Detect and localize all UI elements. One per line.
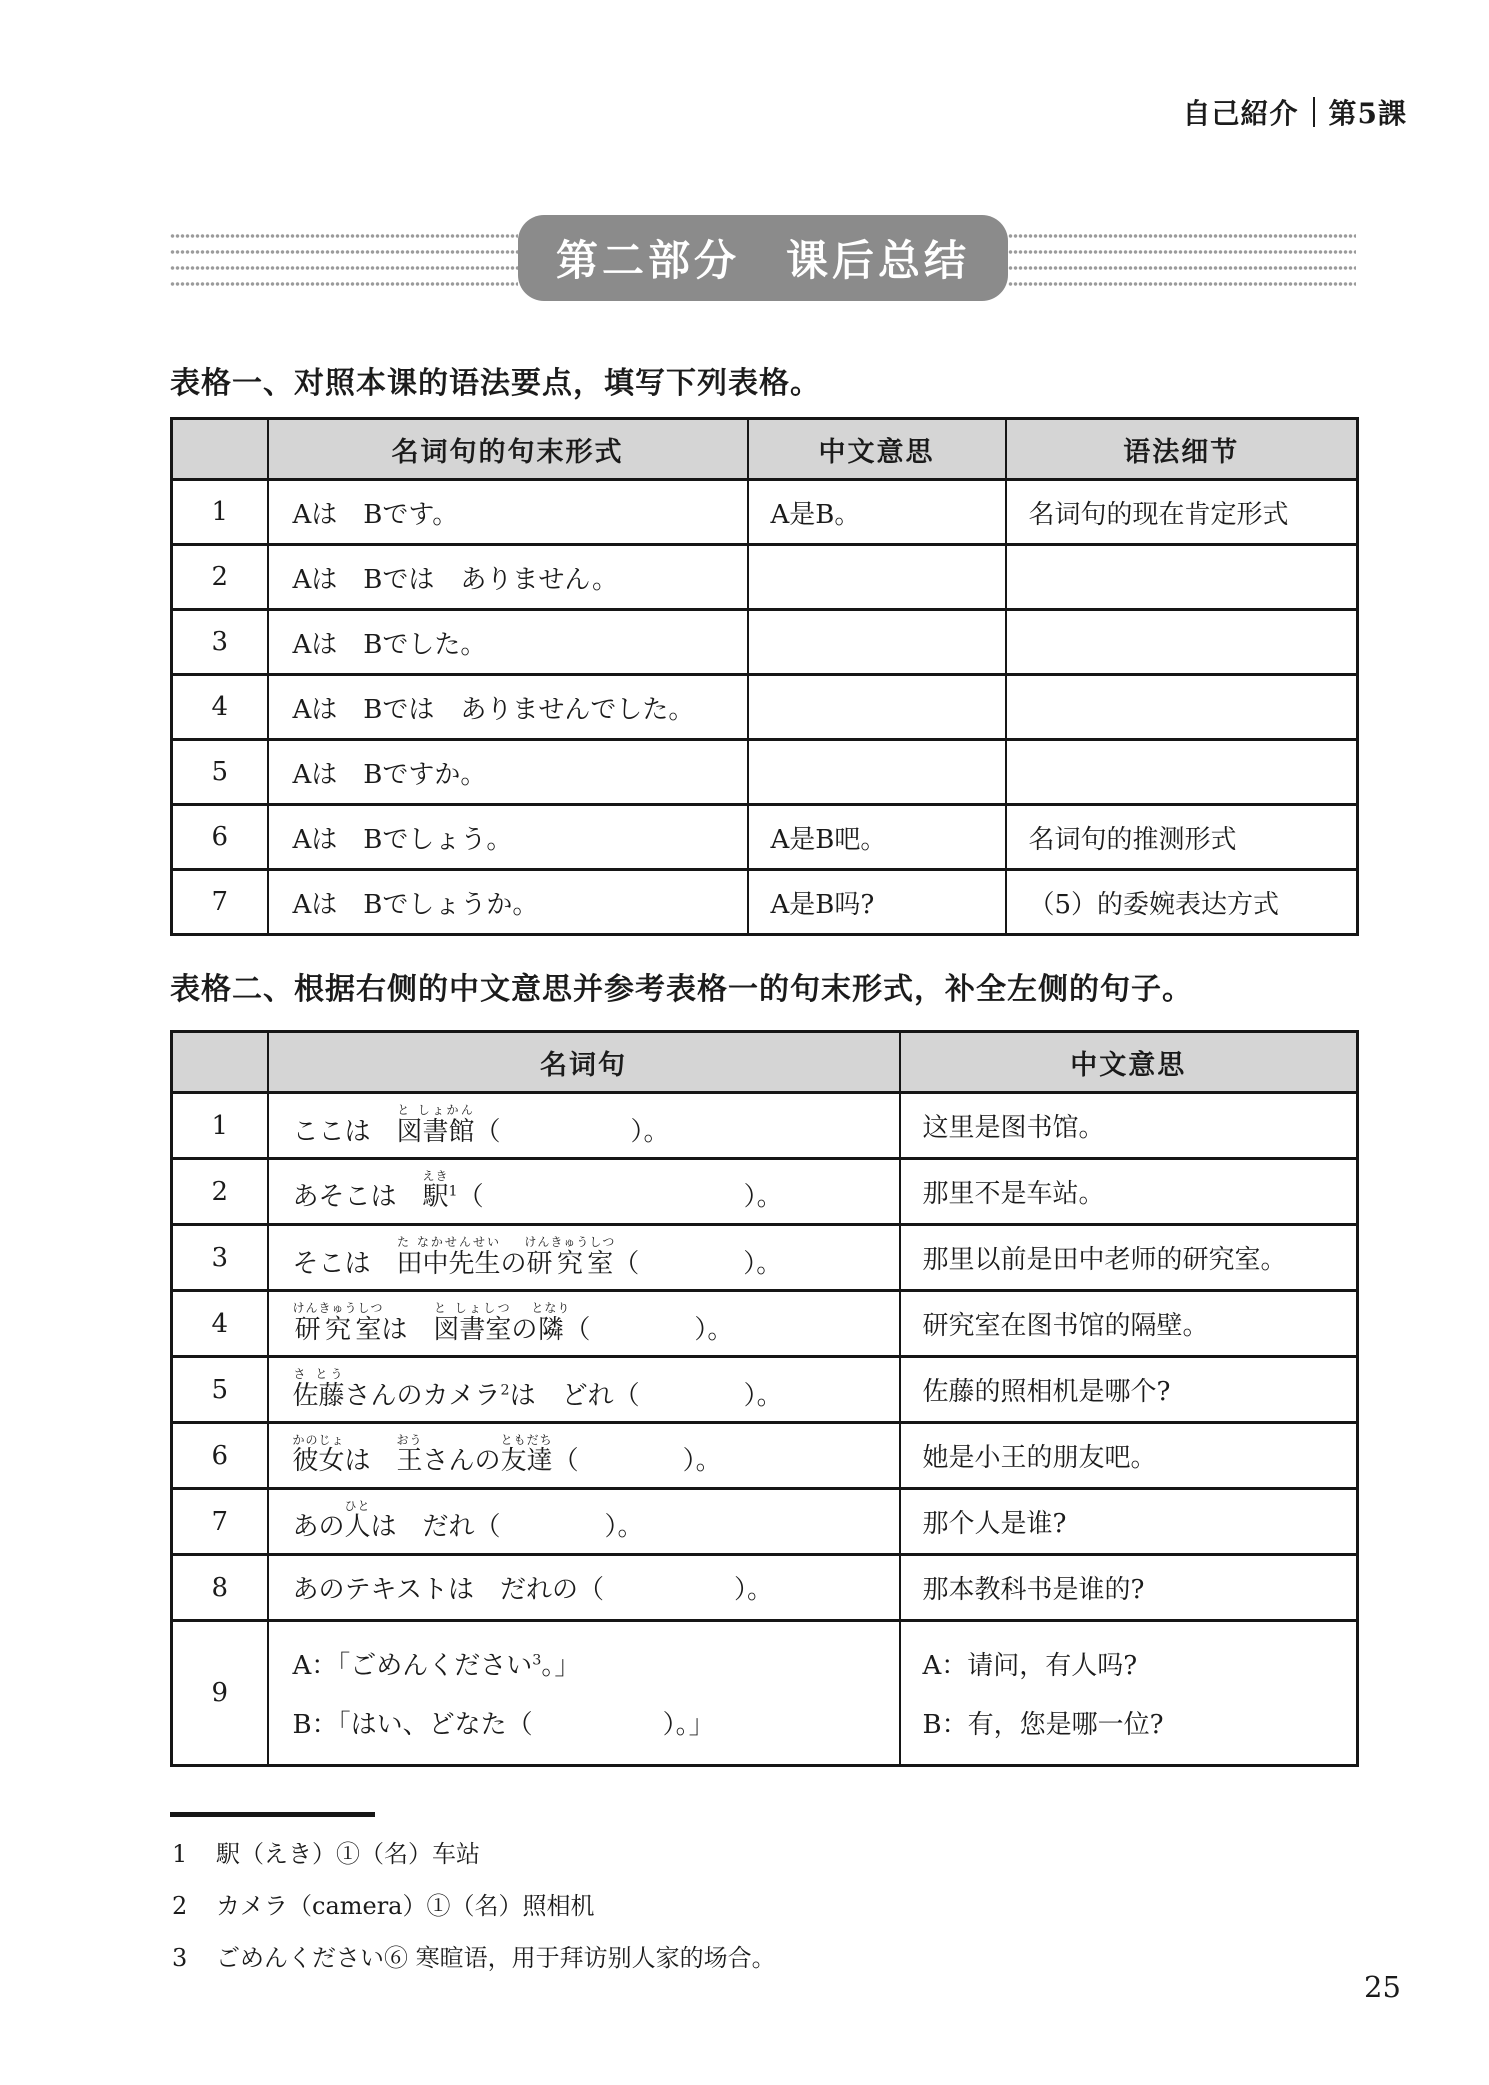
column-header-detail: 语法细节 — [1006, 419, 1358, 480]
table-row — [172, 1357, 1358, 1423]
sentence-form-cell: Aは Bですか。 — [268, 740, 748, 805]
lesson-title: 自己紹介 — [1182, 97, 1299, 130]
table-row — [172, 675, 1358, 740]
row-number-cell: 4 — [172, 675, 268, 740]
meaning-cell: 那里以前是田中老师的研究室。 — [900, 1225, 1358, 1291]
sentence-completion-table — [170, 1030, 1359, 1767]
dialogue-line-b: B：「はい、どなた（ ）。」 — [292, 1710, 715, 1740]
running-header — [1183, 92, 1408, 132]
table-row — [172, 1225, 1358, 1291]
column-header-form: 名词句的句末形式 — [268, 419, 748, 480]
noun-phrase-cell: 彼女かのじょは 王おうさんの友達ともだち（ ）。 — [268, 1423, 900, 1489]
grammar-detail-cell — [1006, 545, 1358, 610]
grammar-detail-cell — [1006, 610, 1358, 675]
table-row — [172, 1291, 1358, 1357]
meaning-line-b: B：有，您是哪一位? — [922, 1710, 1164, 1740]
table1-heading: 表格一、对照本课的语法要点，填写下列表格。 — [170, 366, 821, 401]
table-row — [172, 740, 1358, 805]
footnote-rule — [170, 1812, 375, 1817]
meaning-cell: A是B。 — [748, 480, 1006, 545]
row-number-cell: 9 — [172, 1621, 268, 1766]
meaning-cell: 那里不是车站。 — [900, 1159, 1358, 1225]
row-number-cell: 3 — [172, 610, 268, 675]
row-number-cell: 1 — [172, 480, 268, 545]
column-header-number — [172, 419, 268, 480]
header-divider — [1313, 97, 1315, 127]
table-row — [172, 1093, 1358, 1159]
table-header-row — [172, 1032, 1358, 1093]
footnotes — [172, 1838, 776, 1994]
meaning-cell — [748, 610, 1006, 675]
meaning-cell: 那本教科书是谁的? — [900, 1555, 1358, 1621]
noun-phrase-cell: そこは 田中先生た なかせんせいの研究室けんきゅうしつ（ ）。 — [268, 1225, 900, 1291]
dialogue-line-a: A：「ごめんください$^3$。」 — [292, 1651, 581, 1681]
table-row — [172, 1555, 1358, 1621]
banner-pill — [518, 215, 1008, 301]
dotted-decoration-right — [1008, 226, 1356, 290]
table-row — [172, 545, 1358, 610]
column-header-noun-phrase: 名词句 — [268, 1032, 900, 1093]
table-header-row — [172, 419, 1358, 480]
row-number-cell: 4 — [172, 1291, 268, 1357]
table-row — [172, 1423, 1358, 1489]
row-number-cell: 6 — [172, 805, 268, 870]
meaning-cell — [748, 545, 1006, 610]
row-number-cell: 5 — [172, 1357, 268, 1423]
column-header-meaning: 中文意思 — [900, 1032, 1358, 1093]
meaning-cell — [748, 740, 1006, 805]
grammar-detail-cell: 名词句的推测形式 — [1006, 805, 1358, 870]
dotted-decoration-left — [170, 226, 518, 290]
page-number: 25 — [1364, 1970, 1401, 2004]
table-row — [172, 1621, 1358, 1766]
meaning-cell — [748, 675, 1006, 740]
column-header-number — [172, 1032, 268, 1093]
meaning-line-a: A：请问，有人吗? — [922, 1651, 1138, 1681]
table2-heading: 表格二、根据右侧的中文意思并参考表格一的句末形式，补全左侧的句子。 — [170, 972, 1193, 1007]
row-number-cell: 5 — [172, 740, 268, 805]
grammar-detail-cell: （5）的委婉表达方式 — [1006, 870, 1358, 935]
sentence-form-cell: Aは Bでしょう。 — [268, 805, 748, 870]
footnote — [172, 1890, 776, 1922]
grammar-detail-cell: 名词句的现在肯定形式 — [1006, 480, 1358, 545]
footnote-text: 駅（えき）①（名）车站 — [216, 1840, 480, 1868]
noun-phrase-cell: ここは 図書館と しょかん（ ）。 — [268, 1093, 900, 1159]
section-banner — [170, 215, 1356, 301]
table-row — [172, 1489, 1358, 1555]
footnote-number: 1 — [172, 1840, 188, 1868]
row-number-cell: 6 — [172, 1423, 268, 1489]
noun-phrase-cell: あの人ひとは だれ（ ）。 — [268, 1489, 900, 1555]
sentence-form-cell: Aは Bでしょうか。 — [268, 870, 748, 935]
noun-phrase-cell: 佐藤さ とうさんのカメラ$^2$は どれ（ ）。 — [268, 1357, 900, 1423]
meaning-cell — [900, 1621, 1358, 1766]
table-row — [172, 610, 1358, 675]
footnote-text: ごめんください⑥ 寒暄语，用于拜访别人家的场合。 — [216, 1944, 776, 1972]
grammar-detail-cell — [1006, 740, 1358, 805]
footnote — [172, 1942, 776, 1974]
table-row — [172, 1159, 1358, 1225]
footnote-text: カメラ（camera）①（名）照相机 — [216, 1892, 595, 1920]
table-row — [172, 805, 1358, 870]
banner-title: 第二部分 课后总结 — [555, 236, 970, 285]
meaning-cell: 这里是图书馆。 — [900, 1093, 1358, 1159]
footnote — [172, 1838, 776, 1870]
row-number-cell: 7 — [172, 870, 268, 935]
row-number-cell: 3 — [172, 1225, 268, 1291]
meaning-cell: 她是小王的朋友吧。 — [900, 1423, 1358, 1489]
meaning-cell: 佐藤的照相机是哪个? — [900, 1357, 1358, 1423]
noun-phrase-cell: 研究室けんきゅうしつは 図書室と しょしつの隣となり（ ）。 — [268, 1291, 900, 1357]
row-number-cell: 7 — [172, 1489, 268, 1555]
noun-phrase-cell: あそこは 駅えき$^1$（ ）。 — [268, 1159, 900, 1225]
row-number-cell: 8 — [172, 1555, 268, 1621]
meaning-cell: A是B吧。 — [748, 805, 1006, 870]
footnote-number: 2 — [172, 1892, 188, 1920]
meaning-cell: 那个人是谁? — [900, 1489, 1358, 1555]
sentence-form-cell: Aは Bでは ありません。 — [268, 545, 748, 610]
row-number-cell: 2 — [172, 545, 268, 610]
noun-phrase-cell: あのテキストは だれの（ ）。 — [268, 1555, 900, 1621]
meaning-cell: A是B吗? — [748, 870, 1006, 935]
noun-phrase-cell — [268, 1621, 900, 1766]
footnote-number: 3 — [172, 1944, 188, 1972]
table-row — [172, 870, 1358, 935]
row-number-cell: 1 — [172, 1093, 268, 1159]
lesson-number: 第5課 — [1328, 97, 1407, 130]
sentence-form-cell: Aは Bでした。 — [268, 610, 748, 675]
row-number-cell: 2 — [172, 1159, 268, 1225]
grammar-forms-table — [170, 417, 1359, 936]
table-row — [172, 480, 1358, 545]
sentence-form-cell: Aは Bです。 — [268, 480, 748, 545]
column-header-meaning: 中文意思 — [748, 419, 1006, 480]
sentence-form-cell: Aは Bでは ありませんでした。 — [268, 675, 748, 740]
grammar-detail-cell — [1006, 675, 1358, 740]
meaning-cell: 研究室在图书馆的隔壁。 — [900, 1291, 1358, 1357]
